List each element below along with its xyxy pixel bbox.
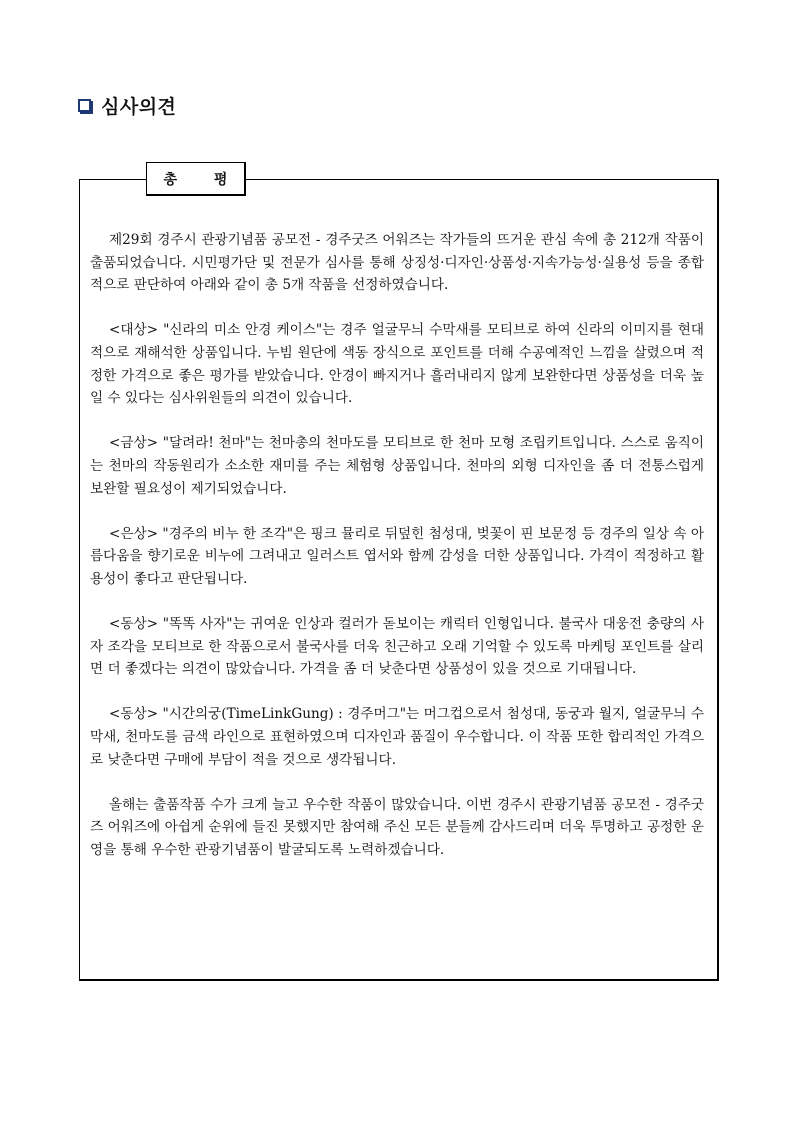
- paragraph-bronze-prize-1: <동상> "똑똑 사자"는 귀여운 인상과 컬러가 돋보이는 캐릭터 인형입니다. 불국사 대웅전 충량의 사자 조각을 모티브로 한 작품으로서 불국사를 더욱 친근하고 오래 기억할 수 있도록 마케팅 포인트를 살리면 더 좋겠다는 의견이 많았습니다. 가격을 좀 더 낮춘다면 상품성이 있을 것으로 기대됩니다.: [90, 616, 704, 678]
- section-title: 심사의견: [101, 96, 177, 118]
- review-tab-label: 총 평: [146, 162, 246, 196]
- review-body: [90, 229, 704, 884]
- section-heading: [78, 92, 176, 119]
- paragraph-bronze-prize-2: <동상> "시간의궁(TimeLinkGung) : 경주머그"는 머그컵으로서 첨성대, 동궁과 월지, 얼굴무늬 수막새, 천마도를 금색 라인으로 표현하였으며 디자인과 품질이 우수합니다. 이 작품 또한 합리적인 가격으로 낮춘다면 구매에 부담이 적을 것으로 생각됩니다.: [90, 706, 704, 768]
- paragraph-grand-prize: <대상> "신라의 미소 안경 케이스"는 경주 얼굴무늬 수막새를 모티브로 하여 신라의 이미지를 현대적으로 재해석한 상품입니다. 누빔 원단에 색동 장식으로 포인트를 더해 수공예적인 느낌을 살렸으며 적정한 가격으로 좋은 평가를 받았습니다. 안경이 빠지거나 흘러내리지 않게 보완한다면 상품성을 더욱 높일 수 있다는 심사위원들의 의견이 있습니다.: [90, 322, 704, 407]
- paragraph-gold-prize: <금상> "달려라! 천마"는 천마총의 천마도를 모티브로 한 천마 모형 조립키트입니다. 스스로 움직이는 천마의 작동원리가 소소한 재미를 주는 체험형 상품입니다. 천마의 외형 디자인을 좀 더 전통스럽게 보완할 필요성이 제기되었습니다.: [90, 435, 704, 497]
- paragraph-intro: 제29회 경주시 관광기념품 공모전 - 경주굿즈 어워즈는 작가들의 뜨거운 관심 속에 총 212개 작품이 출품되었습니다. 시민평가단 및 전문가 심사를 통해 상징성·디자인·상품성·지속가능성·실용성 등을 종합적으로 판단하여 아래와 같이 총 5개 작품을 선정하였습니다.: [90, 232, 704, 294]
- paragraph-closing: 올해는 출품작품 수가 크게 늘고 우수한 작품이 많았습니다. 이번 경주시 관광기념품 공모전 - 경주굿즈 어워즈에 아쉽게 순위에 들진 못했지만 참여해 주신 모든 분들께 감사드리며 더욱 투명하고 공정한 운영을 통해 우수한 관광기념품이 발굴되도록 노력하겠습니다.: [90, 796, 704, 859]
- paragraph-silver-prize: <은상> "경주의 비누 한 조각"은 핑크 뮬리로 뒤덮힌 첨성대, 벚꽃이 핀 보문정 등 경주의 일상 속 아름다움을 향기로운 비누에 그려내고 일러스트 엽서와 함께 감성을 더한 상품입니다. 가격이 적정하고 활용성이 좋다고 판단됩니다.: [90, 525, 704, 587]
- square-bullet-icon: [78, 99, 91, 112]
